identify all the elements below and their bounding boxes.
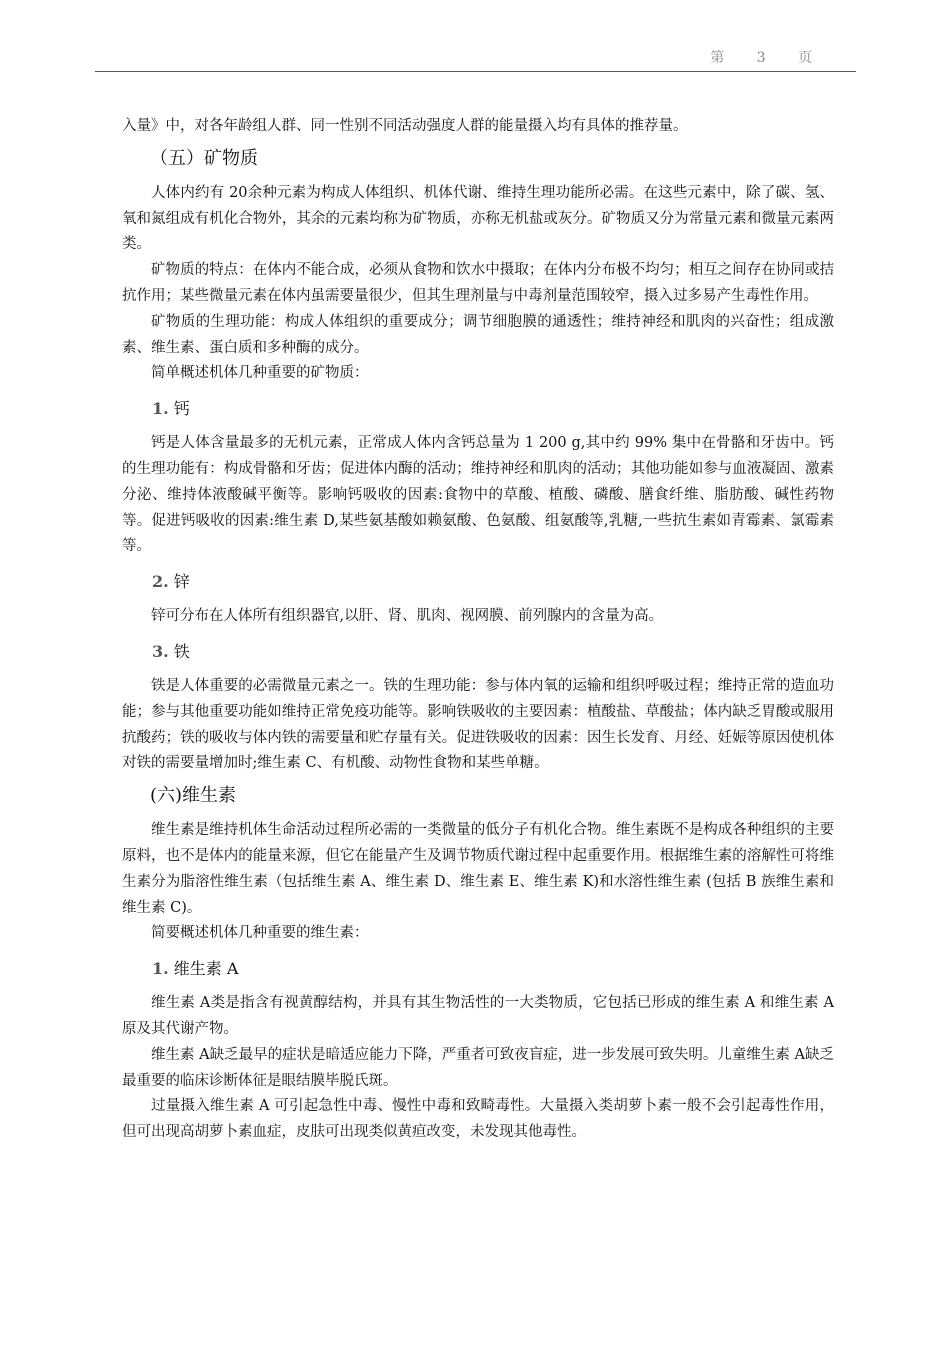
document-body bbox=[122, 114, 834, 1146]
subsection-title: 铁 bbox=[173, 641, 190, 661]
subsection-number: 1. bbox=[152, 399, 169, 419]
page-number: 第 3 页 bbox=[710, 50, 826, 66]
paragraph: 简单概述机体几种重要的矿物质： bbox=[151, 365, 369, 382]
paragraph: 过量摄入维生素 A 可引起急性中毒、慢性中毒和致畸毒性。大量摄入类胡萝卜素一般不会引起毒性作用，但可出现高胡萝卜素血症，皮肤可出现类似黄疸改变，未发现其他毒性。 bbox=[122, 1098, 834, 1141]
section-6-heading: (六)维生素 bbox=[150, 785, 237, 807]
subsection-calcium-heading bbox=[152, 395, 834, 423]
paragraph: 钙是人体含量最多的无机元素，正常成人体内含钙总量为 1 200 g,其中约 99% 集中在骨骼和牙齿中。钙的生理功能有：构成骨骼和牙齿；促进体内酶的活动；维持神经和肌肉的活动；其他功能如参与血液凝固、激素分泌、维持体液酸碱平衡等。影响钙吸收的因素:食物中的草酸、植酸、磷酸、膳食纤维、脂肪酸、碱性药物等。促进钙吸收的因素:维生素 D,某些氨基酸如赖氨酸、色氨酸、组氨酸等,乳糖,一些抗生素如青霉素、氯霉素等。 bbox=[122, 435, 834, 555]
subsection-title: 维生素 A bbox=[173, 959, 239, 979]
section-5-heading: （五）矿物质 bbox=[150, 147, 258, 169]
subsection-iron-heading bbox=[152, 638, 834, 666]
paragraph: 简要概述机体几种重要的维生素： bbox=[151, 925, 369, 942]
paragraph: 人体内约有 20余种元素为构成人体组织、机体代谢、维持生理功能所必需。在这些元素中，除了碳、氢、氧和氮组成有机化合物外，其余的元素均称为矿物质，亦称无机盐或灰分。矿物质又分为常量元素和微量元素两类。 bbox=[122, 184, 834, 253]
subsection-number: 2. bbox=[152, 572, 169, 592]
intro-paragraph: 入量》中，对各年龄组人群、同一性别不同活动强度人群的能量摄入均有具体的推荐量。 bbox=[122, 118, 688, 134]
paragraph: 维生素是维持机体生命活动过程所必需的一类微量的低分子有机化合物。维生素既不是构成各种组织的主要原料，也不是体内的能量来源，但它在能量产生及调节物质代谢过程中起重要作用。根据维生素的溶解性可将维生素分为脂溶性维生素（包括维生素 A、维生素 D、维生素 E、维生素 K)和水溶性维生素 (包括 B 族维生素和维生素 C)。 bbox=[122, 822, 834, 916]
subsection-title: 锌 bbox=[173, 572, 190, 592]
paragraph: 矿物质的生理功能：构成人体组织的重要成分；调节细胞膜的通透性；维持神经和肌肉的兴奋性；组成激素、维生素、蛋白质和多种酶的成分。 bbox=[122, 313, 834, 356]
subsection-title: 钙 bbox=[173, 399, 190, 419]
paragraph: 铁是人体重要的必需微量元素之一。铁的生理功能：参与体内氧的运输和组织呼吸过程；维持正常的造血功能；参与其他重要功能如维持正常免疫功能等。影响铁吸收的主要因素：植酸盐、草酸盐；体内缺乏胃酸或服用抗酸药；铁的吸收与体内铁的需要量和贮存量有关。促进铁吸收的因素：因生长发育、月经、妊娠等原因使机体对铁的需要量增加时;维生素 C、有机酸、动物性食物和某些单糖。 bbox=[122, 677, 834, 772]
subsection-number: 3. bbox=[152, 641, 169, 661]
page-header bbox=[95, 44, 856, 72]
paragraph: 维生素 A类是指含有视黄醇结构，并具有其生物活性的一大类物质，它包括已形成的维生素 A 和维生素 A原及其代谢产物。 bbox=[122, 995, 834, 1037]
subsection-vitamin-a-heading bbox=[152, 955, 834, 983]
paragraph: 矿物质的特点：在体内不能合成，必须从食物和饮水中摄取；在体内分布极不均匀；相互之间存在协同或拮抗作用；某些微量元素在体内虽需要量很少，但其生理剂量与中毒剂量范围较窄，摄入过多易产生毒性作用。 bbox=[122, 262, 834, 304]
paragraph: 锌可分布在人体所有组织器官,以肝、肾、肌肉、视网膜、前列腺内的含量为高。 bbox=[151, 608, 664, 625]
subsection-zinc-heading bbox=[152, 568, 834, 596]
paragraph: 维生素 A缺乏最早的症状是暗适应能力下降，严重者可致夜盲症，进一步发展可致失明。儿童维生素 A缺乏最重要的临床诊断体征是眼结膜毕脱氏斑。 bbox=[122, 1046, 834, 1089]
subsection-number: 1. bbox=[152, 959, 169, 979]
